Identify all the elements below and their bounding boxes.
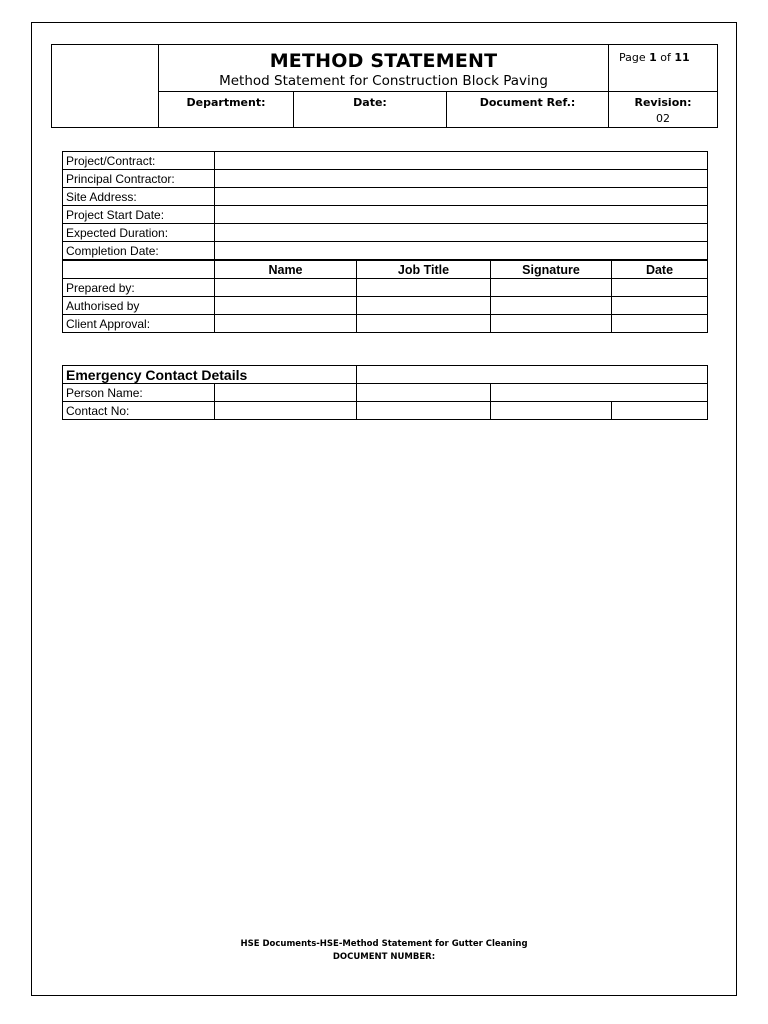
- emergency-header-row: [63, 366, 708, 384]
- column-header-row: [63, 260, 708, 279]
- contact-no-field-2[interactable]: [357, 402, 491, 420]
- table-row: [63, 152, 708, 170]
- title-block: [159, 45, 609, 92]
- contact-no-field-4[interactable]: [612, 402, 708, 420]
- person-name-field-2[interactable]: [357, 384, 491, 402]
- site-address-field[interactable]: [215, 188, 708, 206]
- blank-header-cell: [63, 260, 215, 279]
- authorised-by-job-title-field[interactable]: [357, 297, 491, 315]
- document-header: [51, 44, 718, 128]
- footer-document-title: HSE Documents-HSE-Method Statement for Gutter Cleaning: [240, 939, 528, 949]
- emergency-contact-title: Emergency Contact Details: [63, 366, 357, 384]
- principal-contractor-field[interactable]: [215, 170, 708, 188]
- contact-no-field-1[interactable]: [215, 402, 357, 420]
- column-header-date: Date: [612, 260, 708, 279]
- row-label: Prepared by:: [63, 279, 215, 297]
- emergency-header-blank: [357, 366, 708, 384]
- emergency-contact-table: [62, 365, 708, 420]
- field-label: Principal Contractor:: [63, 170, 215, 188]
- column-header-signature: Signature: [491, 260, 612, 279]
- authorised-by-name-field[interactable]: [215, 297, 357, 315]
- page-number: Page 1 of 11: [609, 45, 717, 92]
- project-contract-field[interactable]: [215, 152, 708, 170]
- field-label: Expected Duration:: [63, 224, 215, 242]
- prepared-by-date-field[interactable]: [612, 279, 708, 297]
- client-approval-date-field[interactable]: [612, 315, 708, 333]
- table-row: [63, 170, 708, 188]
- prepared-by-name-field[interactable]: [215, 279, 357, 297]
- table-row: [63, 402, 708, 420]
- table-row: [63, 279, 708, 297]
- authorised-by-signature-field[interactable]: [491, 297, 612, 315]
- row-label: Authorised by: [63, 297, 215, 315]
- person-name-field-3[interactable]: [491, 384, 708, 402]
- project-start-date-field[interactable]: [215, 206, 708, 224]
- row-label: Client Approval:: [63, 315, 215, 333]
- table-row: [63, 206, 708, 224]
- table-row: [63, 188, 708, 206]
- table-row: [63, 242, 708, 261]
- prepared-by-signature-field[interactable]: [491, 279, 612, 297]
- completion-date-field[interactable]: [215, 242, 708, 261]
- contact-no-field-3[interactable]: [491, 402, 612, 420]
- revision-value: 02: [656, 112, 670, 125]
- document-subtitle: Method Statement for Construction Block Paving: [219, 73, 548, 89]
- field-label: Site Address:: [63, 188, 215, 206]
- expected-duration-field[interactable]: [215, 224, 708, 242]
- footer-document-number: DOCUMENT NUMBER:: [332, 952, 436, 962]
- date-label: Date:: [294, 92, 447, 127]
- department-label: Department:: [159, 92, 294, 127]
- revision-label: Revision:: [634, 96, 692, 109]
- page-footer: [0, 938, 768, 964]
- document-ref-label: Document Ref.:: [447, 92, 609, 127]
- project-details-table: [62, 151, 708, 333]
- authorised-by-date-field[interactable]: [612, 297, 708, 315]
- row-label: Person Name:: [63, 384, 215, 402]
- field-label: Project/Contract:: [63, 152, 215, 170]
- document-title: METHOD STATEMENT: [269, 50, 498, 72]
- table-row: [63, 224, 708, 242]
- field-label: Completion Date:: [63, 242, 215, 261]
- revision-cell: [609, 92, 717, 127]
- column-header-job-title: Job Title: [357, 260, 491, 279]
- table-row: [63, 297, 708, 315]
- field-label: Project Start Date:: [63, 206, 215, 224]
- table-row: [63, 384, 708, 402]
- person-name-field-1[interactable]: [215, 384, 357, 402]
- client-approval-job-title-field[interactable]: [357, 315, 491, 333]
- prepared-by-job-title-field[interactable]: [357, 279, 491, 297]
- client-approval-name-field[interactable]: [215, 315, 357, 333]
- client-approval-signature-field[interactable]: [491, 315, 612, 333]
- logo-cell: [52, 45, 159, 127]
- table-row: [63, 315, 708, 333]
- row-label: Contact No:: [63, 402, 215, 420]
- column-header-name: Name: [215, 260, 357, 279]
